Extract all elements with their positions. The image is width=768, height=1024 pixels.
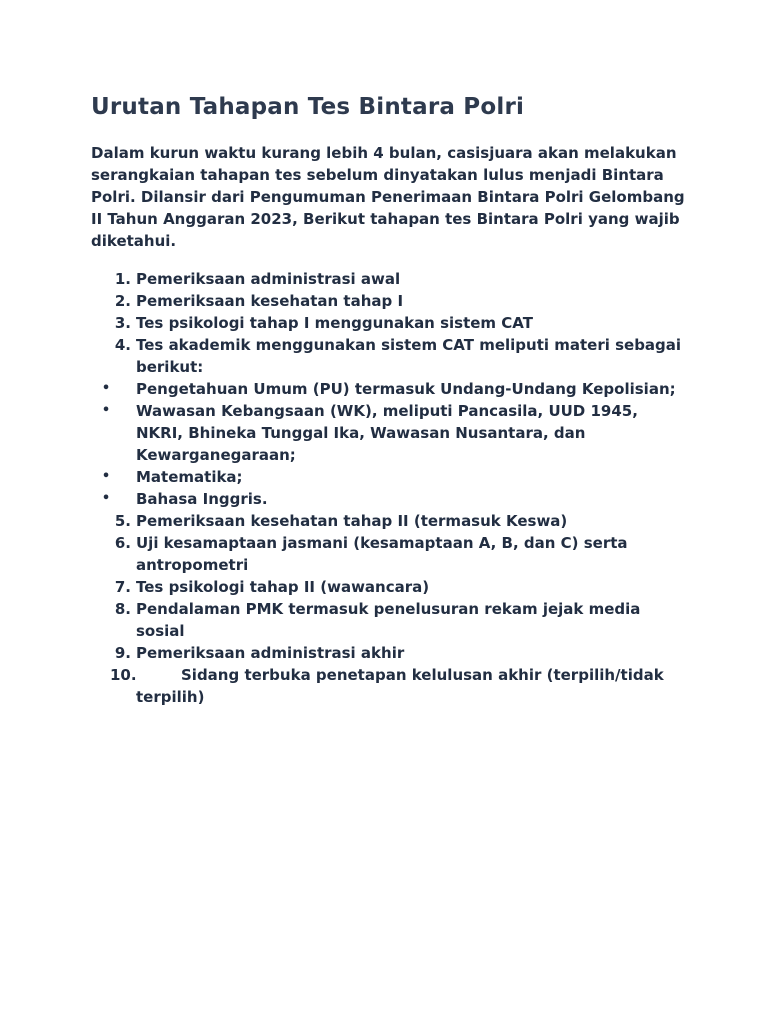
list-marker: 3. — [114, 314, 131, 332]
list-item — [91, 268, 688, 290]
list-item-text: Tes akademik menggunakan sistem CAT meliputi materi sebagai berikut: — [136, 336, 682, 376]
list-item-text: Matematika; — [136, 468, 243, 486]
list-item-text: Tes psikologi tahap I menggunakan sistem CAT — [136, 314, 533, 332]
list-item-text: Tes psikologi tahap II (wawancara) — [136, 578, 430, 596]
list-marker: 8. — [114, 600, 131, 618]
list-item-text: Wawasan Kebangsaan (WK), meliputi Pancasila, UUD 1945, NKRI, Bhineka Tunggal Ika, Wawasan Nusantara, dan Kewarganegaraan; — [136, 402, 638, 464]
steps-list — [91, 268, 688, 708]
list-item — [91, 334, 688, 378]
list-item — [91, 598, 688, 642]
list-item-text: Pendalaman PMK termasuk penelusuran rekam jejak media sosial — [136, 600, 641, 640]
list-item-text: Pemeriksaan administrasi awal — [136, 270, 401, 288]
list-item — [91, 532, 688, 576]
list-item — [91, 642, 688, 664]
bullet-icon: • — [101, 403, 111, 418]
list-marker: 10. — [110, 666, 137, 684]
list-item — [91, 664, 688, 708]
list-marker: 1. — [114, 270, 131, 288]
list-item-text: Pemeriksaan kesehatan tahap II (termasuk Keswa) — [136, 512, 568, 530]
bullet-icon: • — [101, 491, 111, 506]
list-item — [91, 488, 688, 510]
list-item-text: Pemeriksaan administrasi akhir — [136, 644, 405, 662]
document-title: Urutan Tahapan Tes Bintara Polri — [91, 94, 525, 120]
list-item-text: Sidang terbuka penetapan kelulusan akhir (terpilih/tidak terpilih) — [136, 666, 664, 706]
list-marker: 4. — [114, 336, 131, 354]
list-item-text: Bahasa Inggris. — [136, 490, 268, 508]
list-item — [91, 510, 688, 532]
bullet-icon: • — [101, 381, 111, 396]
list-marker: 5. — [114, 512, 131, 530]
list-item-text: Uji kesamaptaan jasmani (kesamaptaan A, B, dan C) serta antropometri — [136, 534, 628, 574]
intro-paragraph: Dalam kurun waktu kurang lebih 4 bulan, casisjuara akan melakukan serangkaian tahapan tes sebelum dinyatakan lulus menjadi Bintara Polri. Dilansir dari Pengumuman Penerimaan Bintara Polri Gelombang II Tahun Anggaran 2023, Berikut tahapan tes Bintara Polri yang wajib diketahui. — [91, 144, 685, 250]
bullet-icon: • — [101, 469, 111, 484]
list-marker: 2. — [114, 292, 131, 310]
list-marker: 9. — [114, 644, 131, 662]
list-marker: 6. — [114, 534, 131, 552]
list-item — [91, 576, 688, 598]
list-marker: 7. — [114, 578, 131, 596]
list-item — [91, 378, 688, 400]
list-item — [91, 312, 688, 334]
list-item-text: Pemeriksaan kesehatan tahap I — [136, 292, 404, 310]
list-item-text: Pengetahuan Umum (PU) termasuk Undang-Undang Kepolisian; — [136, 380, 676, 398]
list-item — [91, 290, 688, 312]
list-item — [91, 400, 688, 466]
list-item — [91, 466, 688, 488]
